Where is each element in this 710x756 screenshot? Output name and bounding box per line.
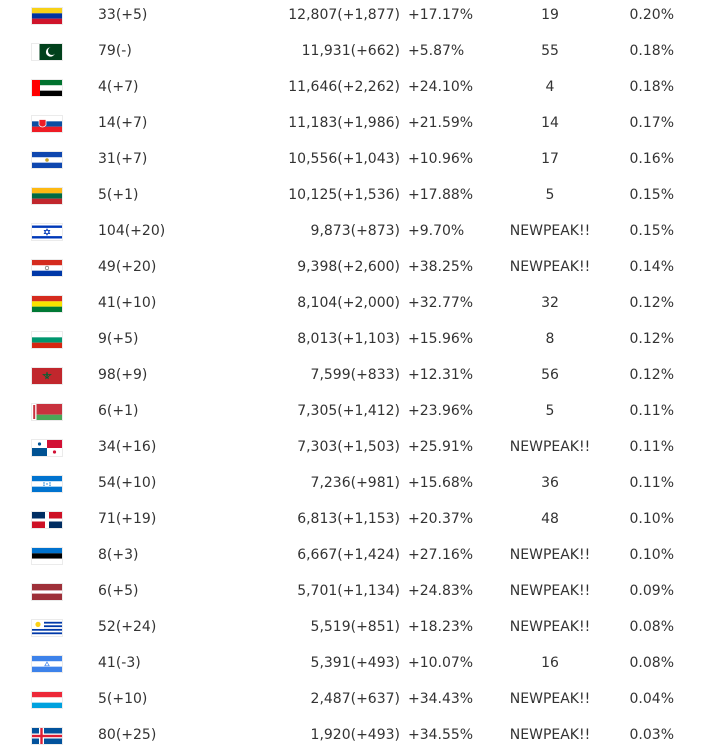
peak-cell: 36 [541, 475, 559, 491]
share-cell: 0.16% [629, 151, 674, 167]
growth-rate-cell: +10.96% [408, 151, 474, 167]
deaths-cell: 31(+7) [98, 151, 148, 167]
share-cell: 0.10% [629, 511, 674, 527]
cases-cell: 11,931(+662) [301, 43, 400, 59]
growth-rate-cell: +9.70% [408, 223, 465, 239]
cases-cell: 2,487(+637) [310, 691, 400, 707]
peak-cell: NEWPEAK!! [509, 727, 591, 743]
deaths-cell: 54(+10) [98, 475, 157, 491]
share-cell: 0.10% [629, 547, 674, 563]
table-row [0, 180, 710, 216]
deaths-cell: 34(+16) [98, 439, 157, 455]
peak-cell: NEWPEAK!! [509, 259, 591, 275]
deaths-cell: 5(+10) [98, 691, 148, 707]
deaths-cell: 8(+3) [98, 547, 139, 563]
cases-cell: 8,013(+1,103) [297, 331, 400, 347]
deaths-cell: 5(+1) [98, 187, 139, 203]
cases-cell: 9,398(+2,600) [297, 259, 400, 275]
share-cell: 0.04% [629, 691, 674, 707]
table-row [0, 576, 710, 612]
share-cell: 0.18% [629, 43, 674, 59]
growth-rate-cell: +15.96% [408, 331, 474, 347]
cases-cell: 6,813(+1,153) [297, 511, 400, 527]
lithuania-flag-icon [32, 188, 62, 204]
growth-rate-cell: +34.55% [408, 727, 474, 743]
deaths-cell: 14(+7) [98, 115, 148, 131]
table-row [0, 0, 710, 36]
growth-rate-cell: +32.77% [408, 295, 474, 311]
growth-rate-cell: +27.16% [408, 547, 474, 563]
peak-cell: 5 [545, 403, 555, 419]
deaths-cell: 41(-3) [98, 655, 141, 671]
peak-cell: NEWPEAK!! [509, 691, 591, 707]
deaths-cell: 6(+5) [98, 583, 139, 599]
share-cell: 0.11% [629, 403, 674, 419]
table-row [0, 648, 710, 684]
share-cell: 0.12% [629, 367, 674, 383]
table-row [0, 324, 710, 360]
growth-rate-cell: +17.17% [408, 7, 474, 23]
cases-cell: 1,920(+493) [310, 727, 400, 743]
cases-cell: 8,104(+2,000) [297, 295, 400, 311]
table-row [0, 720, 710, 756]
growth-rate-cell: +18.23% [408, 619, 474, 635]
table-row [0, 612, 710, 648]
growth-rate-cell: +21.59% [408, 115, 474, 131]
deaths-cell: 6(+1) [98, 403, 139, 419]
share-cell: 0.14% [629, 259, 674, 275]
share-cell: 0.08% [629, 655, 674, 671]
table-row [0, 252, 710, 288]
pakistan-flag-icon [32, 44, 62, 60]
peak-cell: 48 [541, 511, 559, 527]
table-row [0, 108, 710, 144]
peak-cell: 19 [541, 7, 559, 23]
share-cell: 0.20% [629, 7, 674, 23]
deaths-cell: 41(+10) [98, 295, 157, 311]
deaths-cell: 33(+5) [98, 7, 148, 23]
table-row [0, 684, 710, 720]
cases-cell: 7,305(+1,412) [297, 403, 400, 419]
peak-cell: NEWPEAK!! [509, 547, 591, 563]
venezuela-flag-icon [32, 8, 62, 24]
peak-cell: 14 [541, 115, 559, 131]
growth-rate-cell: +20.37% [408, 511, 474, 527]
share-cell: 0.03% [629, 727, 674, 743]
cases-cell: 5,701(+1,134) [297, 583, 400, 599]
share-cell: 0.12% [629, 331, 674, 347]
paraguay-flag-icon [32, 260, 62, 276]
table-row [0, 504, 710, 540]
deaths-cell: 52(+24) [98, 619, 157, 635]
table-row [0, 144, 710, 180]
uruguay-flag-icon [32, 620, 62, 636]
deaths-cell: 104(+20) [98, 223, 166, 239]
table-row [0, 288, 710, 324]
peak-cell: 8 [545, 331, 555, 347]
peak-cell: 5 [545, 187, 555, 203]
bulgaria-flag-icon [32, 332, 62, 348]
cases-cell: 9,873(+873) [310, 223, 400, 239]
growth-rate-cell: +34.43% [408, 691, 474, 707]
growth-rate-cell: +38.25% [408, 259, 474, 275]
bolivia-flag-icon [32, 296, 62, 312]
cases-cell: 10,125(+1,536) [288, 187, 400, 203]
growth-rate-cell: +24.10% [408, 79, 474, 95]
peak-cell: 55 [541, 43, 559, 59]
growth-rate-cell: +5.87% [408, 43, 465, 59]
el-salvador-flag-icon [32, 152, 62, 168]
growth-rate-cell: +15.68% [408, 475, 474, 491]
share-cell: 0.12% [629, 295, 674, 311]
cases-cell: 5,391(+493) [310, 655, 400, 671]
share-cell: 0.11% [629, 475, 674, 491]
share-cell: 0.18% [629, 79, 674, 95]
luxembourg-flag-icon [32, 692, 62, 708]
panama-flag-icon [32, 440, 62, 456]
deaths-cell: 4(+7) [98, 79, 139, 95]
table-row [0, 468, 710, 504]
cases-cell: 12,807(+1,877) [288, 7, 400, 23]
peak-cell: NEWPEAK!! [509, 439, 591, 455]
share-cell: 0.09% [629, 583, 674, 599]
share-cell: 0.17% [629, 115, 674, 131]
peak-cell: 56 [541, 367, 559, 383]
share-cell: 0.15% [629, 223, 674, 239]
latvia-flag-icon [32, 584, 62, 600]
peak-cell: 16 [541, 655, 559, 671]
belarus-flag-icon [32, 404, 62, 420]
growth-rate-cell: +12.31% [408, 367, 474, 383]
iceland-flag-icon [32, 728, 62, 744]
peak-cell: NEWPEAK!! [509, 619, 591, 635]
cases-cell: 6,667(+1,424) [297, 547, 400, 563]
estonia-flag-icon [32, 548, 62, 564]
cases-cell: 7,303(+1,503) [297, 439, 400, 455]
deaths-cell: 71(+19) [98, 511, 157, 527]
deaths-cell: 79(-) [98, 43, 132, 59]
israel-flag-icon [32, 224, 62, 240]
peak-cell: 32 [541, 295, 559, 311]
growth-rate-cell: +25.91% [408, 439, 474, 455]
peak-cell: NEWPEAK!! [509, 223, 591, 239]
honduras-flag-icon [32, 476, 62, 492]
cases-cell: 11,183(+1,986) [288, 115, 400, 131]
table-row [0, 72, 710, 108]
cases-cell: 7,599(+833) [310, 367, 400, 383]
dominican-republic-flag-icon [32, 512, 62, 528]
share-cell: 0.15% [629, 187, 674, 203]
cases-cell: 10,556(+1,043) [288, 151, 400, 167]
share-cell: 0.11% [629, 439, 674, 455]
growth-rate-cell: +10.07% [408, 655, 474, 671]
peak-cell: NEWPEAK!! [509, 583, 591, 599]
growth-rate-cell: +17.88% [408, 187, 474, 203]
deaths-cell: 98(+9) [98, 367, 148, 383]
peak-cell: 17 [541, 151, 559, 167]
table-row [0, 540, 710, 576]
peak-cell: 4 [545, 79, 555, 95]
deaths-cell: 9(+5) [98, 331, 139, 347]
cases-cell: 5,519(+851) [310, 619, 400, 635]
uae-flag-icon [32, 80, 62, 96]
table-row [0, 360, 710, 396]
table-row [0, 36, 710, 72]
cases-cell: 11,646(+2,262) [288, 79, 400, 95]
slovakia-flag-icon [32, 116, 62, 132]
growth-rate-cell: +24.83% [408, 583, 474, 599]
share-cell: 0.08% [629, 619, 674, 635]
table-row [0, 216, 710, 252]
morocco-flag-icon [32, 368, 62, 384]
nicaragua-flag-icon [32, 656, 62, 672]
table-row [0, 396, 710, 432]
deaths-cell: 49(+20) [98, 259, 157, 275]
table-row [0, 432, 710, 468]
cases-cell: 7,236(+981) [310, 475, 400, 491]
growth-rate-cell: +23.96% [408, 403, 474, 419]
deaths-cell: 80(+25) [98, 727, 157, 743]
